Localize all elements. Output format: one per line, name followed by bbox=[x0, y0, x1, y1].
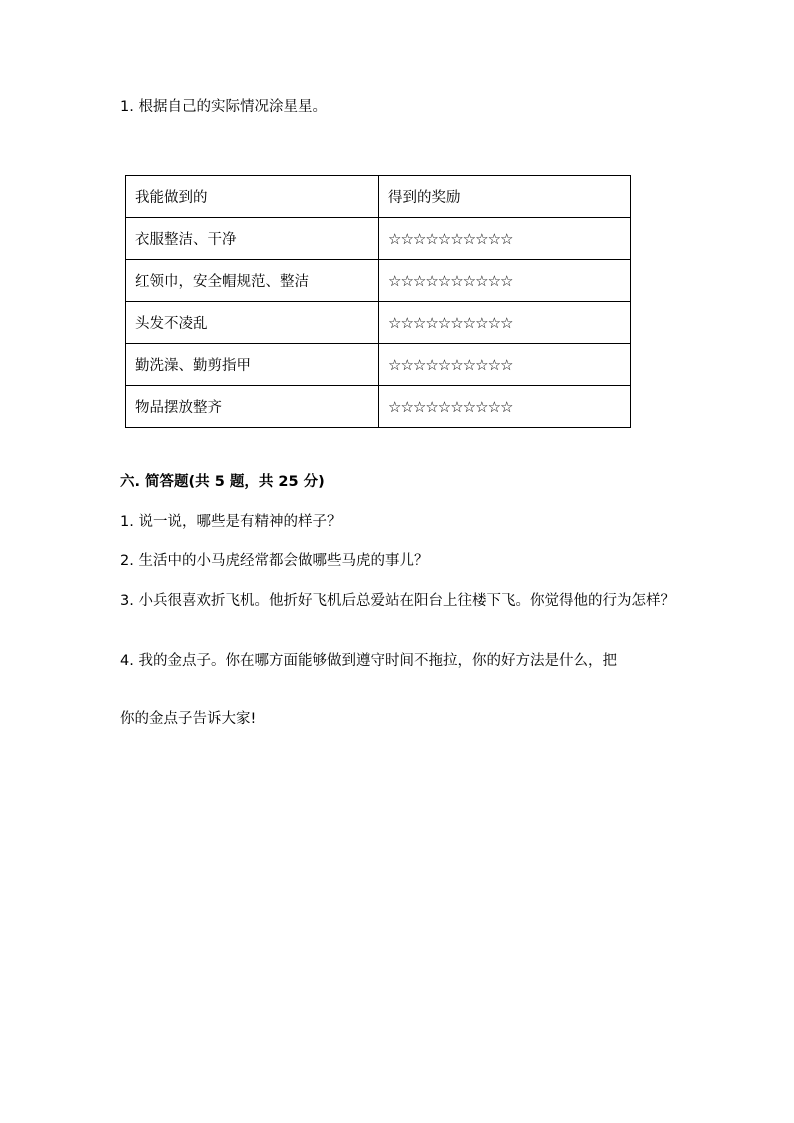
star-rating-cell[interactable]: ☆☆☆☆☆☆☆☆☆☆ bbox=[379, 218, 631, 260]
star-rating-table bbox=[125, 175, 631, 428]
table-header-row bbox=[126, 176, 631, 218]
question-1-prompt: 1. 根据自己的实际情况涂星星。 bbox=[120, 99, 327, 115]
table-header-cell: 得到的奖励 bbox=[379, 176, 631, 218]
behavior-cell: 头发不凌乱 bbox=[126, 302, 379, 344]
table-row bbox=[126, 260, 631, 302]
behavior-cell: 勤洗澡、勤剪指甲 bbox=[126, 344, 379, 386]
behavior-cell: 物品摆放整齐 bbox=[126, 386, 379, 428]
section-6-question-4-line-1: 4. 我的金点子。你在哪方面能够做到遵守时间不拖拉，你的好方法是什么，把 bbox=[120, 653, 617, 669]
star-rating-cell[interactable]: ☆☆☆☆☆☆☆☆☆☆ bbox=[379, 260, 631, 302]
star-rating-cell[interactable]: ☆☆☆☆☆☆☆☆☆☆ bbox=[379, 386, 631, 428]
table-row bbox=[126, 386, 631, 428]
behavior-cell: 衣服整洁、干净 bbox=[126, 218, 379, 260]
behavior-cell: 红领巾，安全帽规范、整洁 bbox=[126, 260, 379, 302]
star-rating-cell[interactable]: ☆☆☆☆☆☆☆☆☆☆ bbox=[379, 302, 631, 344]
table-row bbox=[126, 218, 631, 260]
section-6-question-2: 2. 生活中的小马虎经常都会做哪些马虎的事儿？ bbox=[120, 553, 429, 569]
table-row bbox=[126, 302, 631, 344]
star-rating-cell[interactable]: ☆☆☆☆☆☆☆☆☆☆ bbox=[379, 344, 631, 386]
section-6-question-1: 1. 说一说，哪些是有精神的样子？ bbox=[120, 514, 342, 530]
section-6-question-4-line-2: 你的金点子告诉大家! bbox=[120, 711, 257, 727]
section-6-heading: 六. 简答题(共 5 题，共 25 分) bbox=[120, 474, 325, 490]
section-6-question-3: 3. 小兵很喜欢折飞机。他折好飞机后总爱站在阳台上往楼下飞。你觉得他的行为怎样？ bbox=[120, 593, 675, 609]
table-header-cell: 我能做到的 bbox=[126, 176, 379, 218]
table-row bbox=[126, 344, 631, 386]
